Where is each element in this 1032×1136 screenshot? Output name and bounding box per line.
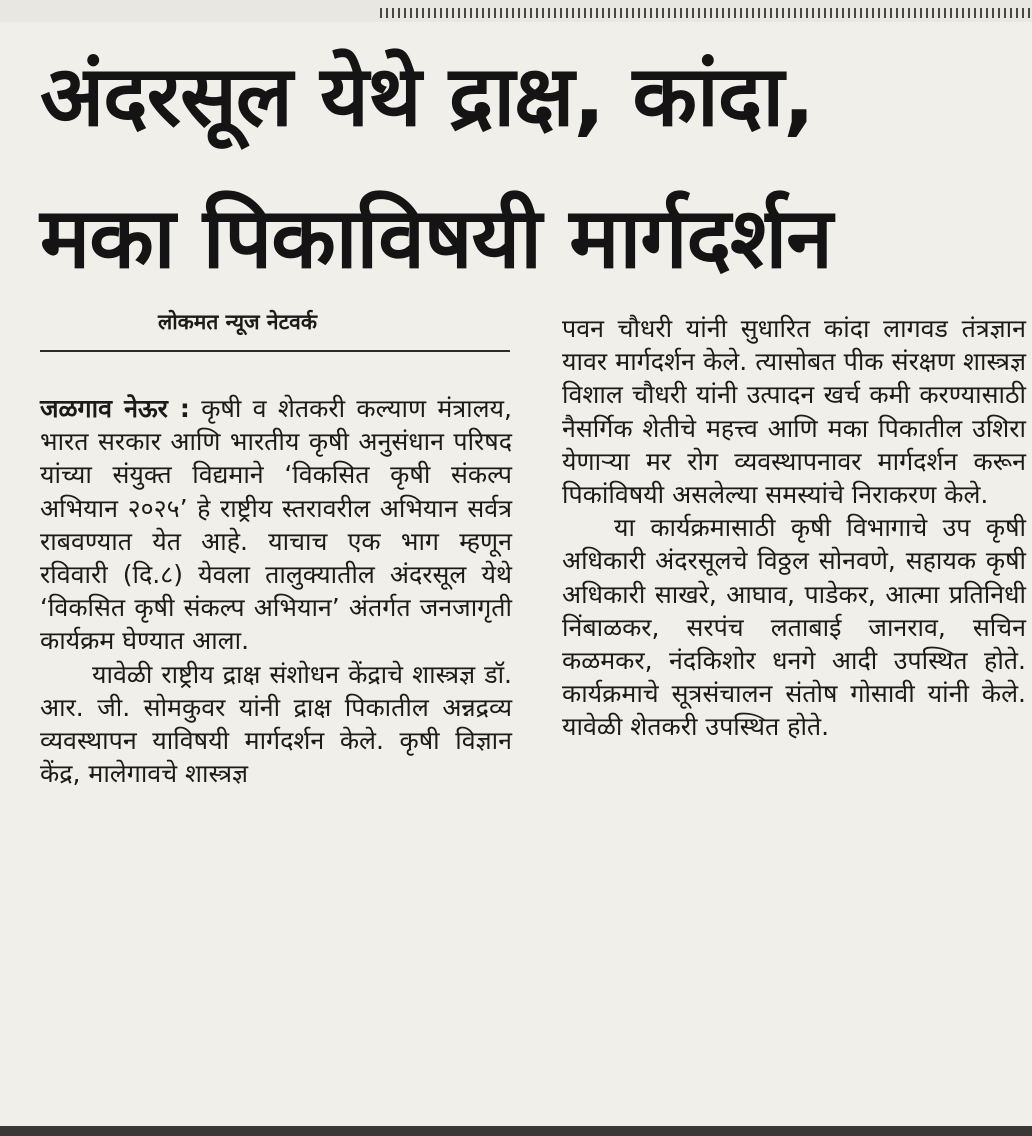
dateline: जळगाव नेऊर :: [40, 394, 190, 423]
paragraph: पवन चौधरी यांनी सुधारित कांदा लागवड तंत्रज्ञान यावर मार्गदर्शन केले. त्यासोबत पीक संरक्षण शास्त्रज्ञ विशाल चौधरी यांनी उत्पादन खर्च कमी करण्यासाठी नैसर्गिक शेतीचे महत्त्व आणि मका पिकातील उशिरा येणाऱ्या मर रोग व्यवस्थापनावर मार्गदर्शन करून पिकांविषयी असलेल्या समस्यांचे निराकरण केले.: [562, 314, 1026, 510]
headline-line-1: अंदरसूल येथे द्राक्ष, कांदा,: [40, 47, 815, 145]
paragraph: या कार्यक्रमासाठी कृषी विभागाचे उप कृषी अधिकारी अंदरसूलचे विठ्ठल सोनवणे, सहायक कृषी अधिकारी साखरे, आघाव, पाडेकर, आत्मा प्रतिनिधी निंबाळकर, सरपंच लताबाई जानराव, सचिन कळमकर, नंदकिशोर धनगे आदी उपस्थित होते. कार्यक्रमाचे सूत्रसंचालन संतोष गोसावी यांनी केले. यावेळी शेतकरी उपस्थित होते.: [562, 513, 1026, 742]
paragraph: [40, 392, 512, 658]
article-column-2: [562, 312, 1026, 744]
headline-line-2: मका पिकाविषयी मार्गदर्शन: [40, 189, 832, 287]
article-column-1: [40, 392, 512, 790]
byline-divider: [40, 350, 510, 352]
paragraph: यावेळी राष्ट्रीय द्राक्ष संशोधन केंद्राचे शास्त्रज्ञ डॉ. आर. जी. सोमकुवर यांनी द्राक्ष पिकातील अन्नद्रव्य व्यवस्थापन याविषयी मार्गदर्शन केले. कृषी विज्ञान केंद्र, मालेगावचे शास्त्रज्ञ: [40, 659, 512, 789]
page-bottom-edge: [0, 1126, 1032, 1136]
paragraph-text: कृषी व शेतकरी कल्याण मंत्रालय, भारत सरकार आणि भारतीय कृषी अनुसंधान परिषद यांच्या संयुक्त विद्यमाने ‘विकसित कृषी संकल्प अभियान २०२५’ हे राष्ट्रीय स्तरावरील अभियान सर्वत्र राबवण्यात येत आहे. याचाच एक भाग म्हणून रविवारी (दि.८) येवला तालुक्यातील अंदरसूल येथे ‘विकसित कृषी संकल्प अभियान’ अंतर्गत जनजागृती कार्यक्रम घेण्यात आला.: [40, 394, 512, 656]
top-border-rule: [380, 8, 1032, 18]
byline: लोकमत न्यूज नेटवर्क: [158, 310, 317, 334]
